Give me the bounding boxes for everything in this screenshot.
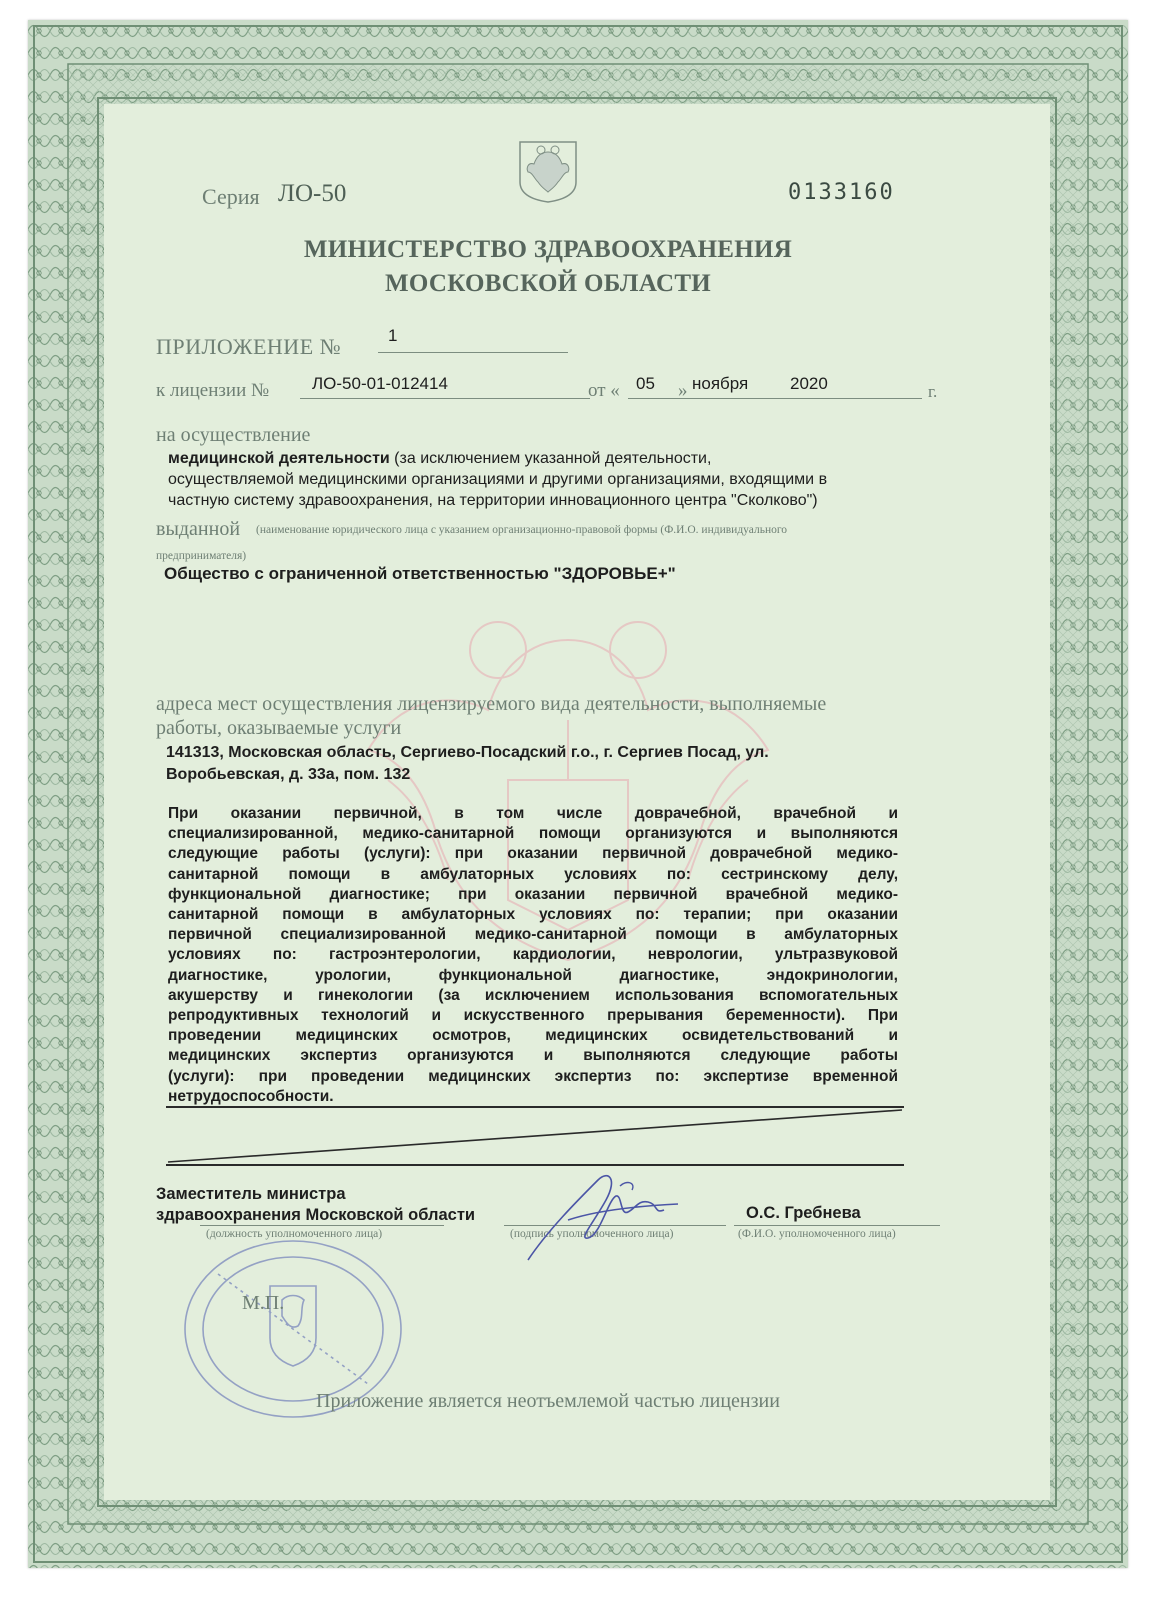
license-appendix-sheet [28,20,1128,1568]
activity-line2: осуществляемой медицинскими организациями и другими организациями, входящими в [168,471,828,488]
caption-position: (должность уполномоченного лица) [206,1228,383,1240]
services-line: диагностике, урологии, функциональной диагностике, эндокринологии, [168,966,898,984]
signatory-position [156,1184,475,1226]
services-line: следующие работы (услуги): при оказании первичной доврачебной медико- [168,845,898,863]
stamp-label: М.П. [242,1292,285,1314]
services-line: нетрудоспособности. [168,1087,334,1105]
document-number: 0133160 [788,180,895,205]
series-label: Серия [202,184,260,209]
signatory-position-line1: Заместитель министра [156,1185,346,1203]
services-paragraph [168,804,898,1107]
caption-signature: (подпись уполномоченного лица) [510,1228,674,1240]
license-month: ноября [692,374,749,393]
license-year: 2020 [790,374,828,393]
services-line: санитарной помощи в амбулаторных условиях по: сестринскому делу, [168,865,898,883]
issued-note-line2: предпринимателя) [156,550,247,562]
ministry-title-line2: МОСКОВСКОЙ ОБЛАСТИ [384,270,712,297]
activity-bold: медицинской деятельности [168,450,390,467]
issued-label: выданной [156,518,241,540]
services-line: медицинских экспертиз организуются и выполняются следующие работы [168,1047,898,1065]
activity-label: на осуществление [156,424,311,446]
services-line: При оказании первичной, в том числе доврачебной, врачебной и [168,805,898,822]
services-line: акушерству и гинекологии (за исключением использования вспомогательных [168,986,898,1004]
year-suffix: г. [928,382,938,401]
services-line: специализированной, медико-санитарной помощи организуются и выполняются [168,825,898,843]
signatory-name: О.С. Гребнева [746,1204,861,1222]
appendix-label: ПРИЛОЖЕНИЕ № [156,334,342,359]
organization-name: Общество с ограниченной ответственностью "ЗДОРОВЬЕ+" [164,564,676,583]
activity-line1: (за исключением указанной деятельности, [389,450,712,467]
activity-line3: частную систему здравоохранения, на территории инновационного центра "Сколково") [168,492,818,509]
addresses-label [156,692,976,740]
series-value: ЛО-50 [278,180,347,207]
coat-of-arms-icon [516,138,580,204]
issued-note-line1: (наименование юридического лица с указанием организационно-правовой формы (Ф.И.О. индивидуального [256,524,788,536]
cancel-line [166,1108,906,1168]
license-day: 05 [636,374,655,393]
appendix-number: 1 [388,326,398,345]
date-mid: » [678,380,688,401]
address-block [166,742,769,786]
caption-name: (Ф.И.О. уполномоченного лица) [738,1228,896,1240]
footer-note: Приложение является неотъемлемой частью лицензии [316,1390,780,1412]
license-number: ЛО-50-01-012414 [312,374,448,393]
services-line: первичной специализированной медико-санитарной помощи в амбулаторных [168,926,898,944]
ministry-title-line1: МИНИСТЕРСТВО ЗДРАВООХРАНЕНИЯ [303,236,793,263]
services-line: (услуги): при проведении медицинских экспертиз по: экспертизе временной [168,1067,898,1085]
services-line: функциональной диагностике; при оказании первичной врачебной медико- [168,885,898,903]
addresses-label-line2: работы, оказываемые услуги [156,717,402,739]
date-prefix: от « [588,380,620,401]
license-label: к лицензии № [156,380,270,401]
addresses-label-line1: адреса мест осуществления лицензируемого вида деятельности, выполняемые [156,693,827,715]
handwritten-signature [508,1160,708,1270]
services-line: проведении медицинских осмотров, медицинских освидетельствований и [168,1027,898,1045]
services-line: санитарной помощи в амбулаторных условиях по: терапии; при оказании [168,906,898,924]
address-line2: Воробьевская, д. 33а, пом. 132 [166,766,411,783]
services-line: репродуктивных технологий и искусственного прерывания беременности). При [168,1007,898,1025]
signatory-position-line2: здравоохранения Московской области [156,1206,476,1224]
address-line1: 141313, Московская область, Сергиево-Посадский г.о., г. Сергиев Посад, ул. [166,744,769,761]
activity-description [168,448,958,511]
services-line: условиях по: гастроэнтерологии, кардиологии, неврологии, ультразвуковой [168,946,898,964]
